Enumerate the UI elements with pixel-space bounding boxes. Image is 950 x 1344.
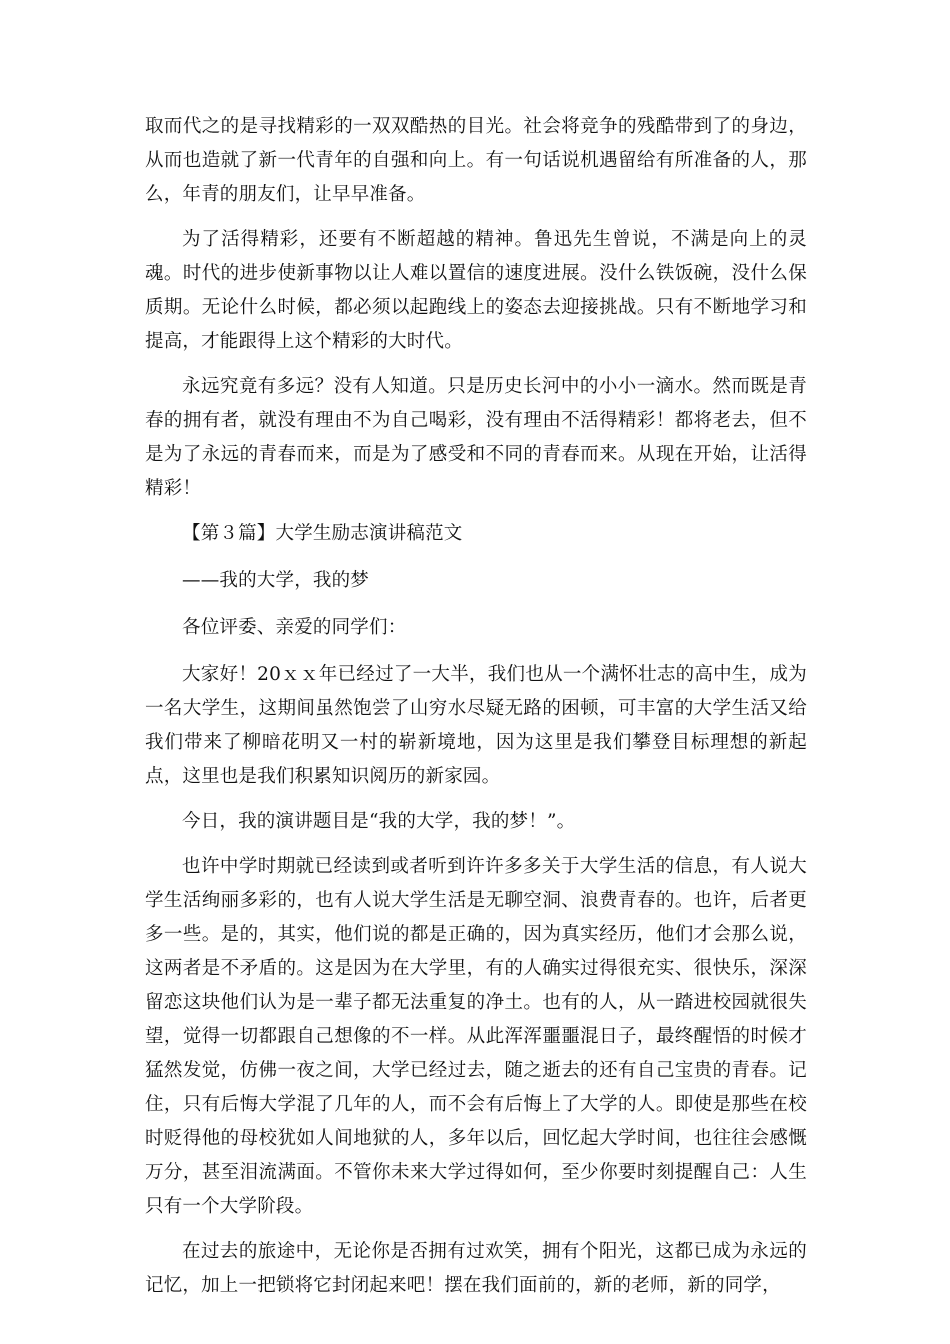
- document-body: [145, 110, 807, 1314]
- section-title: 【第３篇】大学生励志演讲稿范文: [182, 523, 463, 544]
- paragraph-2: 为了活得精彩，还要有不断超越的精神。鲁迅先生曾说，不满是向上的灵魂。时代的进步使新事物以让人难以置信的速度进展。没什么铁饭碗，没什么保质期。无论什么时候，都必须以起跑线上的姿态去迎接挑战。只有不断地学习和提高，才能跟得上这个精彩的大时代。: [145, 229, 807, 352]
- paragraph-7: 在过去的旅途中，无论你是否拥有过欢笑，拥有个阳光，这都已成为永远的记忆，加上一把锁将它封闭起来吧！摆在我们面前的，新的老师，新的同学，: [145, 1241, 807, 1296]
- paragraph-4: 大家好！20ｘｘ年已经过了一大半，我们也从一个满怀壮志的高中生，成为一名大学生，这期间虽然饱尝了山穷水尽疑无路的困顿，可丰富的大学生活又给我们带来了柳暗花明又一村的崭新境地，因为这里是我们攀登目标理想的新起点，这里也是我们积累知识阅历的新家园。: [145, 664, 807, 787]
- salutation: 各位评委、亲爱的同学们：: [182, 617, 407, 638]
- speech-subtitle: ——我的大学，我的梦: [182, 570, 370, 591]
- paragraph-3: 永远究竟有多远？没有人知道。只是历史长河中的小小一滴水。然而既是青春的拥有者，就没有理由不为自己喝彩，没有理由不活得精彩！都将老去，但不是为了永远的青春而来，而是为了感受和不同的青春而来。从现在开始，让活得精彩！: [145, 376, 807, 499]
- paragraph-6: 也许中学时期就已经读到或者听到许许多多关于大学生活的信息，有人说大学生活绚丽多彩的，也有人说大学生活是无聊空洞、浪费青春的。也许，后者更多一些。是的，其实，他们说的都是正确的，因为真实经历，他们才会那么说，这两者是不矛盾的。这是因为在大学里，有的人确实过得很充实、很快乐，深深留恋这块他们认为是一辈子都无法重复的净土。也有的人，从一踏进校园就很失望，觉得一切都跟自己想像的不一样。从此浑浑噩噩混日子，最终醒悟的时候才猛然发觉，仿佛一夜之间，大学已经过去，随之逝去的还有自己宝贵的青春。记住，只有后悔大学混了几年的人，而不会有后悔上了大学的人。即使是那些在校时贬得他的母校犹如人间地狱的人，多年以后，回忆起大学时间，也往往会感慨万分，甚至泪流满面。不管你未来大学过得如何，至少你要时刻提醒自己：人生只有一个大学阶段。: [145, 856, 807, 1217]
- paragraph-1: 取而代之的是寻找精彩的一双双酷热的目光。社会将竞争的残酷带到了的身边，从而也造就了新一代青年的自强和向上。有一句话说机遇留给有所准备的人，那么，年青的朋友们，让早早准备。: [145, 116, 807, 205]
- paragraph-5: 今日，我的演讲题目是“我的大学，我的梦！”。: [182, 811, 576, 832]
